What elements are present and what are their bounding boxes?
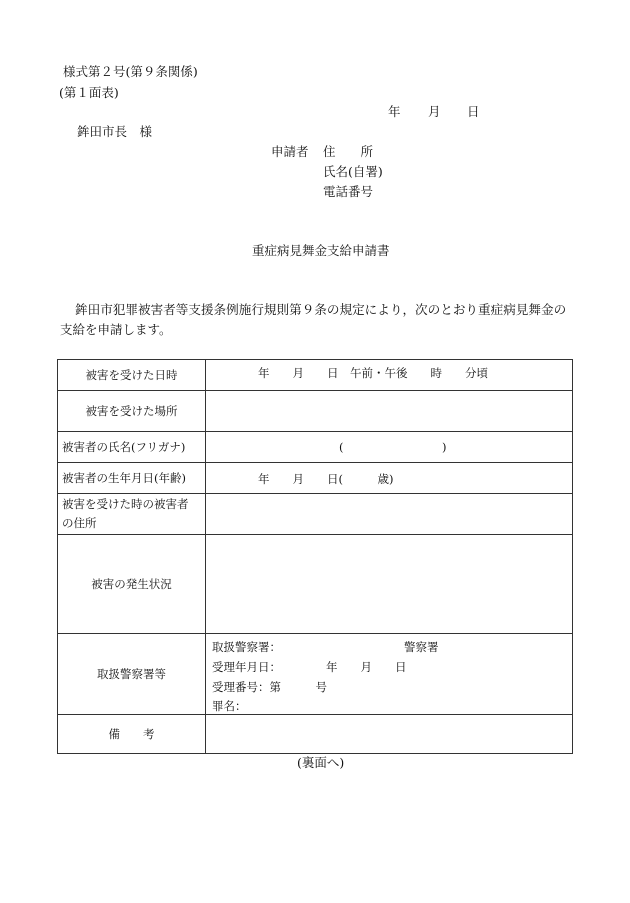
side-label: (第１面表): [59, 85, 119, 100]
label-incident-situation: 被害の発生状況: [58, 535, 206, 634]
table-row: [58, 715, 573, 754]
value-victim-birthdate[interactable]: [206, 463, 573, 494]
applicant-label: 申請者: [271, 144, 309, 159]
incident-datetime-text: 年 月 日 午前・午後 時 分頃: [258, 366, 488, 380]
crime-name-label: 罪名：: [212, 699, 247, 713]
date-day: 日: [467, 104, 480, 119]
table-row: [58, 360, 573, 391]
value-incident-situation[interactable]: [206, 535, 573, 634]
value-police-info[interactable]: [206, 634, 573, 715]
applicant-phone-label: 電話番号: [323, 184, 374, 199]
victim-address-label-line1: 被害を受けた時の被害者: [62, 497, 189, 511]
continue-to-back: (裏面へ): [297, 755, 345, 770]
name-paren-close: ): [442, 440, 447, 454]
value-incident-datetime[interactable]: [206, 360, 573, 391]
application-table: [57, 359, 573, 754]
label-incident-place: 被害を受けた場所: [58, 391, 206, 432]
label-victim-birthdate: 被害者の生年月日(年齢): [58, 463, 206, 494]
police-station-suffix: 警察署: [404, 640, 439, 654]
table-row: [58, 391, 573, 432]
document-title: 重症病見舞金支給申請書: [252, 243, 390, 258]
victim-address-label-line2: の住所: [62, 516, 97, 530]
table-row: [58, 432, 573, 463]
label-police-station: 取扱警察署等: [58, 634, 206, 715]
table-row: [58, 634, 573, 715]
police-station-label: 取扱警察署：: [212, 640, 281, 654]
body-line-2: 支給を申請します。: [60, 322, 172, 337]
body-line-1: 鉾田市犯罪被害者等支援条例施行規則第９条の規定により，次のとおり重症病見舞金の: [75, 302, 567, 317]
table-row: [58, 535, 573, 634]
received-date-label: 受理年月日：: [212, 660, 281, 674]
value-victim-address[interactable]: [206, 494, 573, 535]
received-number-label: 受理番号：第 号: [212, 680, 327, 694]
received-date-ymd: 年 月 日: [326, 660, 407, 674]
table-row: [58, 463, 573, 494]
value-remarks[interactable]: [206, 715, 573, 754]
date-month: 月: [428, 104, 441, 119]
value-incident-place[interactable]: [206, 391, 573, 432]
date-year: 年: [388, 104, 401, 119]
value-victim-name[interactable]: [206, 432, 573, 463]
table-row: [58, 494, 573, 535]
label-victim-name: 被害者の氏名(フリガナ): [58, 432, 206, 463]
form-number: 様式第２号(第９条関係): [63, 64, 198, 79]
addressee: 鉾田市長 様: [77, 124, 153, 139]
applicant-address-label: 住 所: [323, 144, 374, 159]
name-paren-open: (: [339, 440, 344, 454]
label-victim-address: [58, 494, 206, 535]
applicant-name-label: 氏名(自署): [323, 164, 383, 179]
label-remarks: 備 考: [58, 715, 206, 754]
birthdate-text: 年 月 日( 歳): [258, 472, 394, 486]
label-incident-datetime: 被害を受けた日時: [58, 360, 206, 391]
